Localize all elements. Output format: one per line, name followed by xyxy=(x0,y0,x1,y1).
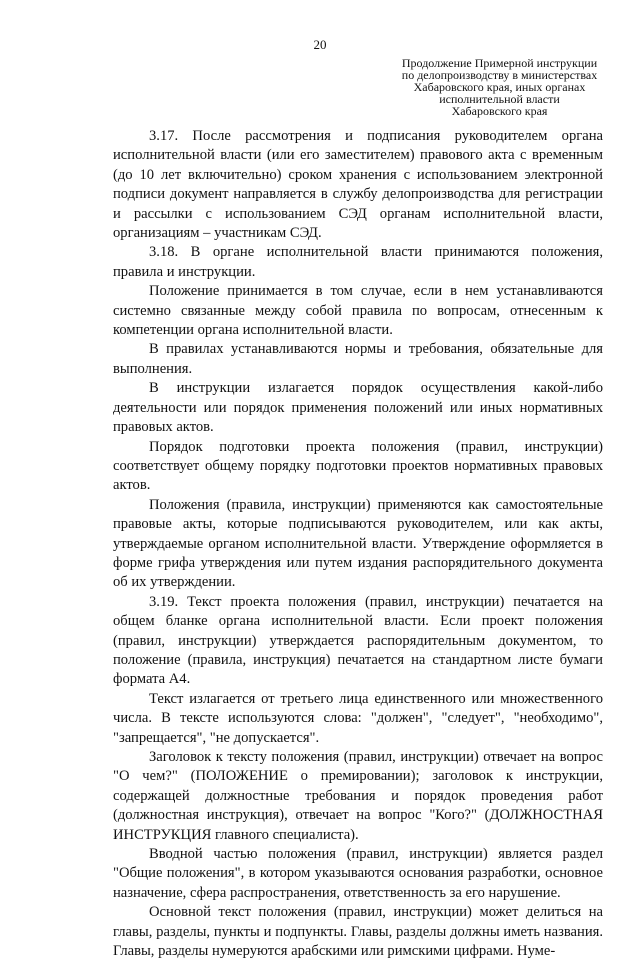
header-line: Хабаровского края xyxy=(451,104,548,118)
page-number: 20 xyxy=(313,37,327,52)
document-body xyxy=(113,127,603,961)
header-line: Хабаровского края, иных органах xyxy=(413,80,586,94)
paragraph: 3.19. Текст проекта положения (правил, инструкции) печатается на общем бланке органа исполнительной власти. Если проект положения (правил, инструкции) утверждается распорядительным документом, то положение (правила, инструкция) печатается на стандартном листе бумаги формата А4. xyxy=(113,593,603,688)
paragraph: Вводной частью положения (правил, инструкции) является раздел "Общие положения", в котором указываются основания разработки, основное назначение, сфера распространения, ответственность за его нарушение. xyxy=(113,846,603,901)
paragraph: В правилах устанавливаются нормы и требования, обязательные для выполнения. xyxy=(113,341,603,377)
paragraph: В инструкции излагается порядок осуществления какой-либо деятельности или порядок применения положений или иных нормативных правовых актов. xyxy=(113,380,603,436)
paragraph: 3.18. В органе исполнительной власти принимаются положения, правила и инструкции. xyxy=(113,244,603,280)
paragraph: Порядок подготовки проекта положения (правил, инструкции) соответствует общему порядку подготовки проектов нормативных правовых актов. xyxy=(113,438,603,494)
paragraph: 3.17. После рассмотрения и подписания руководителем органа исполнительной власти (или его заместителем) правового акта с временным (до 10 лет включительно) сроком хранения с использованием электронной подписи документ направляется в службу делопроизводства для регистрации и рассылки с использованием СЭД органам исполнительной власти, организациям – участникам СЭД. xyxy=(113,128,603,242)
continuation-header xyxy=(392,57,607,117)
header-line: Продолжение Примерной инструкции xyxy=(401,56,598,70)
paragraph: Заголовок к тексту положения (правил, инструкции) отвечает на вопрос "О чем?" (ПОЛОЖЕНИЕ о премировании); заголовок к инструкции, содержащей должностные требования и порядок проведения работ (должностная инструкция), отвечает на вопрос "Кого?" (ДОЛЖНОСТНАЯ ИНСТРУКЦИЯ главного специалиста). xyxy=(113,749,603,843)
paragraph: Положения (правила, инструкции) применяются как самостоятельные правовые акты, которые подписываются руководителем, или как акты, утверждаемые органом исполнительной власти. Утверждение оформляется в форме грифа утверждения или путем издания распорядительного документа об их утверждении. xyxy=(113,496,603,591)
paragraph: Основной текст положения (правил, инструкции) может делиться на главы, разделы, пункты и подпункты. Главы, разделы должны иметь названия. Главы, разделы нумеруются арабскими или римскими цифрами. Нуме- xyxy=(113,904,603,960)
header-line: по делопроизводству в министерствах xyxy=(401,68,598,82)
header-line: исполнительной власти xyxy=(439,92,560,106)
paragraph: Текст излагается от третьего лица единственного или множественного числа. В тексте используются слова: "должен", "следует", "необходимо", "запрещается", "не допускается". xyxy=(113,690,603,746)
paragraph: Положение принимается в том случае, если в нем устанавливаются системно связанные между собой правила по вопросам, отнесенным к компетенции органа исполнительной власти. xyxy=(113,283,603,339)
